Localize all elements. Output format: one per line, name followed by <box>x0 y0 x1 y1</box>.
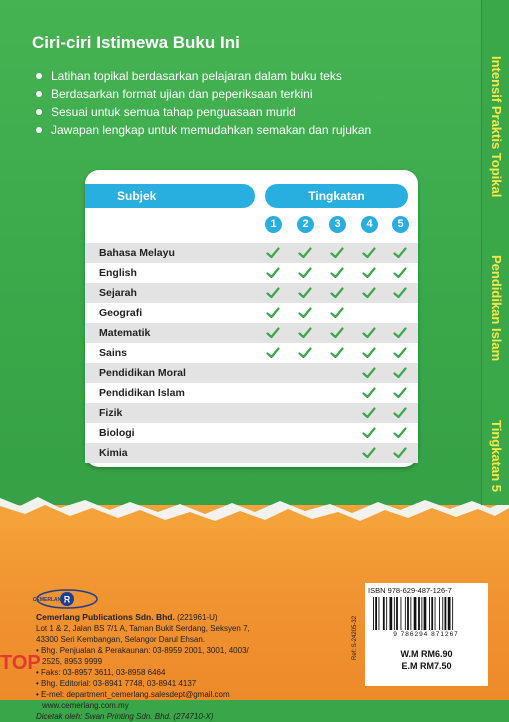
checkmark-icon <box>361 425 377 441</box>
checkmark-icon <box>392 445 408 461</box>
subject-name: Sains <box>99 347 128 359</box>
feature-item: Sesuai untuk semua tahap penguasaan murid <box>34 103 371 121</box>
checkmark-icon <box>361 285 377 301</box>
subject-name: Sejarah <box>99 287 137 299</box>
publisher-web[interactable]: www.cemerlang.com.my <box>42 701 129 710</box>
publisher-sales-phone: • Bhg. Penjualan & Perakaunan: 03-8959 2001, 3001, 4003/ <box>36 646 249 655</box>
checkmark-icon <box>265 305 281 321</box>
publisher-fax: • Faks: 03-8957 3611, 03-8958 6464 <box>36 668 166 677</box>
feature-item: Jawapan lengkap untuk memudahkan semakan dan rujukan <box>34 121 371 139</box>
checkmark-icon <box>361 405 377 421</box>
table-row <box>85 383 418 403</box>
grade-4-badge: 4 <box>361 216 378 233</box>
checkmark-icon <box>329 345 345 361</box>
checkmark-icon <box>265 325 281 341</box>
checkmark-icon <box>392 285 408 301</box>
feature-item: Latihan topikal berdasarkan pelajaran dalam buku teks <box>34 67 371 85</box>
publisher-sales-phone-2: 2525, 8953 9999 <box>42 657 103 666</box>
subject-name: Matematik <box>99 327 151 339</box>
torn-paper-edge <box>0 488 509 528</box>
checkmark-icon <box>392 405 408 421</box>
checkmark-icon <box>329 305 345 321</box>
checkmark-icon <box>392 325 408 341</box>
checkmark-icon <box>265 285 281 301</box>
grade-1-badge: 1 <box>265 216 282 233</box>
publisher-reg: (221961-U) <box>177 613 218 622</box>
price-box <box>365 648 488 674</box>
table-row <box>85 303 418 323</box>
price-wm: W.M RM6.90 <box>400 649 453 659</box>
checkmark-icon <box>297 345 313 361</box>
svg-text:R: R <box>63 594 71 605</box>
bullet-icon <box>36 91 42 97</box>
checkmark-icon <box>265 265 281 281</box>
table-row <box>85 423 418 443</box>
checkmark-icon <box>361 245 377 261</box>
features-list <box>34 67 371 139</box>
feature-item: Berdasarkan format ujian dan peperiksaan terkini <box>34 85 371 103</box>
checkmark-icon <box>297 285 313 301</box>
barcode-icon <box>371 597 479 630</box>
publisher-email[interactable]: • E-mel: department_cemerlang.salesdept@gmail.com <box>36 690 230 699</box>
spine-series-title: Intensif Praktis Topikal <box>489 56 504 198</box>
subject-header: Subjek <box>85 184 255 208</box>
subject-name: Pendidikan Islam <box>99 387 185 399</box>
subject-name: Kimia <box>99 447 128 459</box>
table-row <box>85 323 418 343</box>
publisher-address-2: 43300 Seri Kembangan, Selangor Darul Ehsan. <box>36 635 205 644</box>
table-row <box>85 243 418 263</box>
reference-number: Ref: S-24205-32 <box>352 615 358 660</box>
subject-name: Biologi <box>99 427 135 439</box>
publisher-logo <box>32 588 99 610</box>
svg-text:CEMERLANG: CEMERLANG <box>32 597 66 603</box>
publisher-name: Cemerlang Publications Sdn. Bhd. <box>36 612 175 622</box>
checkmark-icon <box>392 425 408 441</box>
grade-header: Tingkatan <box>265 184 408 208</box>
checkmark-icon <box>329 245 345 261</box>
checkmark-icon <box>361 345 377 361</box>
bullet-icon <box>36 109 42 115</box>
table-row <box>85 263 418 283</box>
barcode-number: 9 786294 871267 <box>393 631 459 638</box>
publisher-editorial: • Bhg. Editorial: 03-8941 7748, 03-8941 4137 <box>36 679 197 688</box>
bullet-icon <box>36 127 42 133</box>
checkmark-icon <box>361 265 377 281</box>
checkmark-icon <box>361 445 377 461</box>
checkmark-icon <box>392 265 408 281</box>
table-row <box>85 403 418 423</box>
checkmark-icon <box>265 245 281 261</box>
subject-name: English <box>99 267 137 279</box>
publisher-info <box>36 612 250 722</box>
table-row <box>85 343 418 363</box>
checkmark-icon <box>392 345 408 361</box>
grade-2-badge: 2 <box>297 216 314 233</box>
bullet-icon <box>36 73 42 79</box>
subject-table <box>85 170 418 467</box>
grade-5-badge: 5 <box>392 216 409 233</box>
subject-name: Pendidikan Moral <box>99 367 186 379</box>
checkmark-icon <box>392 385 408 401</box>
checkmark-icon <box>265 345 281 361</box>
checkmark-icon <box>329 325 345 341</box>
checkmark-icon <box>392 245 408 261</box>
checkmark-icon <box>361 385 377 401</box>
checkmark-icon <box>392 365 408 381</box>
spine-strip <box>481 0 509 505</box>
spine-level: Tingkatan 5 <box>489 420 504 493</box>
checkmark-icon <box>329 285 345 301</box>
subject-name: Bahasa Melayu <box>99 247 175 259</box>
checkmark-icon <box>361 365 377 381</box>
spine-subject: Pendidikan Islam <box>489 255 504 362</box>
checkmark-icon <box>361 325 377 341</box>
checkmark-icon <box>297 265 313 281</box>
grade-3-badge: 3 <box>329 216 346 233</box>
publisher-address-1: Lot 1 & 2, Jalan BS 7/1 A, Taman Bukit Serdang, Seksyen 7, <box>36 624 250 633</box>
price-em: E.M RM7.50 <box>401 661 452 671</box>
checkmark-icon <box>297 325 313 341</box>
isbn-text: ISBN 978-629-487-126-7 <box>368 586 452 595</box>
table-row <box>85 443 418 463</box>
subject-name: Geografi <box>99 307 143 319</box>
table-body <box>85 243 418 463</box>
table-row <box>85 283 418 303</box>
checkmark-icon <box>329 265 345 281</box>
watermark-logo: TOP <box>0 652 41 674</box>
table-row <box>85 363 418 383</box>
printer-credit: Dicetak oleh: Swan Printing Sdn. Bhd. (274710-X) <box>36 712 214 721</box>
checkmark-icon <box>297 245 313 261</box>
checkmark-icon <box>297 305 313 321</box>
subject-name: Fizik <box>99 407 123 419</box>
features-title: Ciri-ciri Istimewa Buku Ini <box>32 33 240 52</box>
